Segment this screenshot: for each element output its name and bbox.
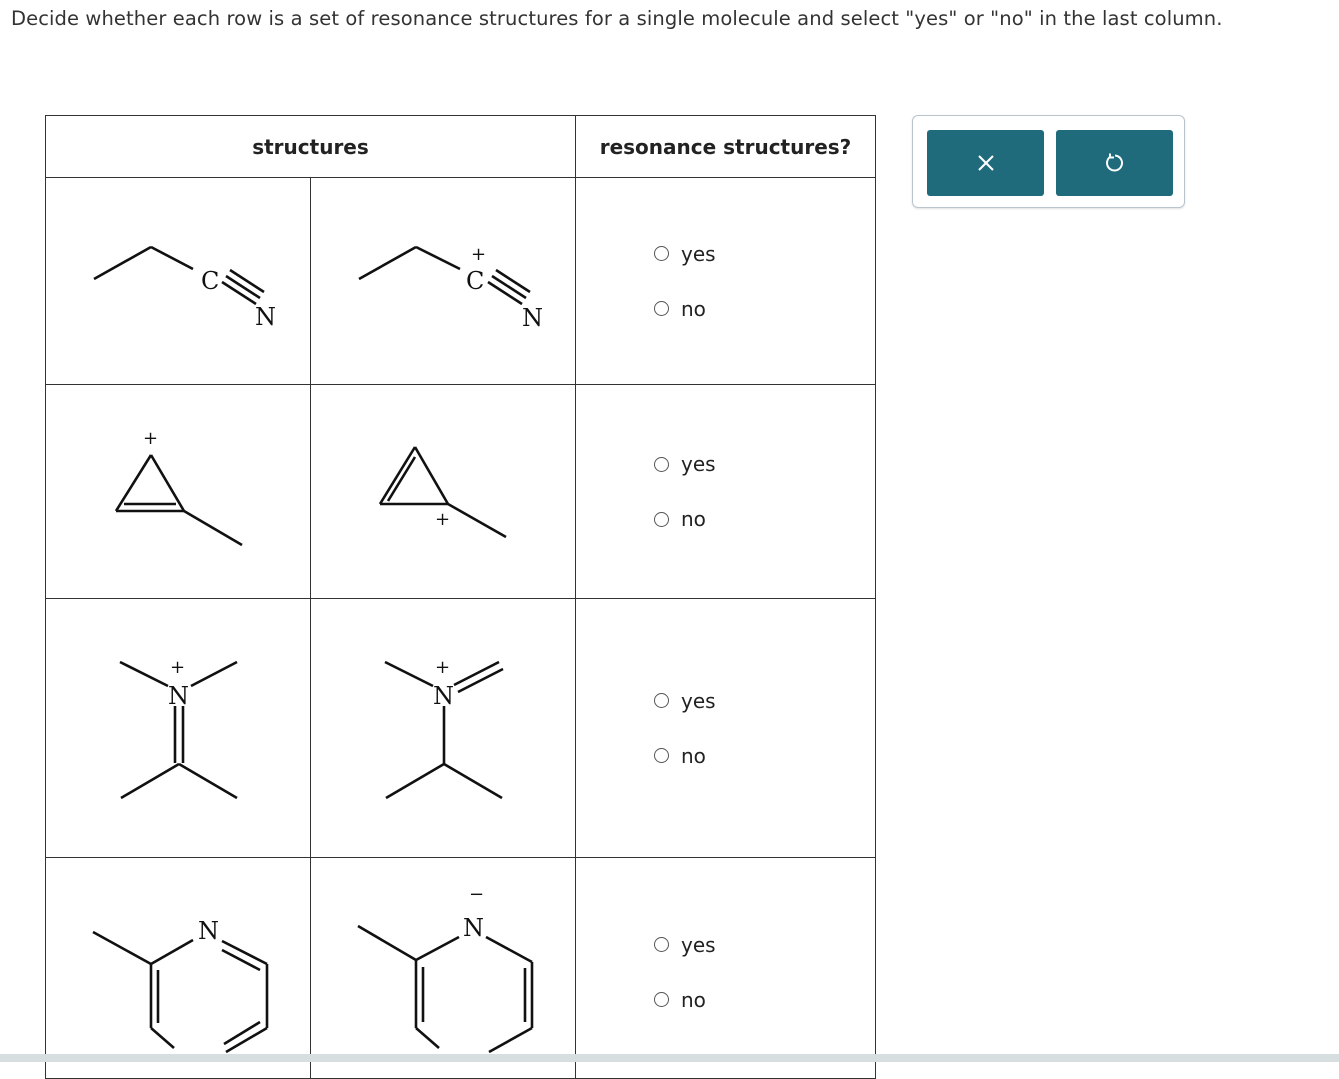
option-label: no — [681, 296, 706, 321]
radio-option-yes[interactable] — [654, 226, 875, 281]
x-icon — [976, 153, 996, 173]
structure-cell — [46, 178, 311, 385]
structure-cell — [311, 858, 576, 1079]
radio-option-yes[interactable] — [654, 437, 875, 492]
table-row — [46, 858, 876, 1079]
molecule-right — [311, 385, 575, 598]
charge-label: + — [170, 657, 186, 678]
molecule-right — [311, 178, 575, 384]
molecule-right — [311, 858, 575, 1078]
table-row — [46, 385, 876, 599]
instructions-text: Decide whether each row is a set of resonance structures for a single molecule and select "yes" or "no" in the last column. — [11, 7, 1223, 30]
option-label: no — [681, 987, 706, 1012]
answer-cell — [576, 178, 876, 385]
resonance-table — [45, 115, 876, 1079]
option-label: yes — [681, 932, 716, 957]
molecule-left — [46, 385, 310, 598]
charge-label: + — [143, 428, 159, 449]
radio-circle-icon[interactable] — [654, 937, 669, 952]
atom-label: N — [168, 682, 189, 710]
answer-toolbar — [912, 115, 1185, 208]
atom-label: C — [201, 267, 220, 295]
table-row — [46, 178, 876, 385]
radio-circle-icon[interactable] — [654, 512, 669, 527]
option-label: no — [681, 743, 706, 768]
radio-option-yes[interactable] — [654, 917, 875, 972]
table-header-row — [46, 116, 876, 178]
radio-circle-icon[interactable] — [654, 992, 669, 1007]
option-label: no — [681, 507, 706, 531]
option-label: yes — [681, 452, 716, 476]
charge-label: + — [435, 657, 451, 678]
structure-cell — [46, 385, 311, 599]
atom-label: N — [198, 917, 219, 945]
charge-label: + — [435, 509, 451, 530]
charge-label: − — [469, 884, 485, 905]
structures-header: structures — [46, 116, 576, 178]
atom-label: N — [463, 914, 484, 942]
structure-cell — [311, 599, 576, 858]
answer-cell — [576, 385, 876, 599]
table-row — [46, 599, 876, 858]
radio-circle-icon[interactable] — [654, 246, 669, 261]
radio-circle-icon[interactable] — [654, 693, 669, 708]
option-label: yes — [681, 688, 716, 713]
molecule-left — [46, 178, 310, 384]
option-label: yes — [681, 241, 716, 266]
bottom-scroll-bar — [0, 1054, 1339, 1062]
radio-circle-icon[interactable] — [654, 748, 669, 763]
structure-cell — [311, 385, 576, 599]
radio-option-no[interactable] — [654, 728, 875, 783]
radio-circle-icon[interactable] — [654, 301, 669, 316]
atom-label: N — [255, 303, 276, 331]
radio-option-yes[interactable] — [654, 673, 875, 728]
atom-label: N — [433, 682, 454, 710]
undo-button[interactable] — [1056, 130, 1173, 196]
structure-cell — [46, 599, 311, 858]
atom-label: C — [466, 267, 485, 295]
charge-label: + — [471, 244, 487, 265]
answer-header: resonance structures? — [576, 116, 876, 178]
clear-button[interactable] — [927, 130, 1044, 196]
radio-option-no[interactable] — [654, 281, 875, 336]
structure-cell — [46, 858, 311, 1079]
atom-label: N — [522, 304, 543, 332]
radio-option-no[interactable] — [654, 492, 875, 547]
structure-cell — [311, 178, 576, 385]
answer-cell — [576, 599, 876, 858]
answer-cell — [576, 858, 876, 1079]
radio-circle-icon[interactable] — [654, 457, 669, 472]
molecule-left — [46, 858, 310, 1078]
radio-option-no[interactable] — [654, 972, 875, 1027]
molecule-left — [46, 599, 310, 857]
undo-icon — [1104, 152, 1126, 174]
molecule-right — [311, 599, 575, 857]
